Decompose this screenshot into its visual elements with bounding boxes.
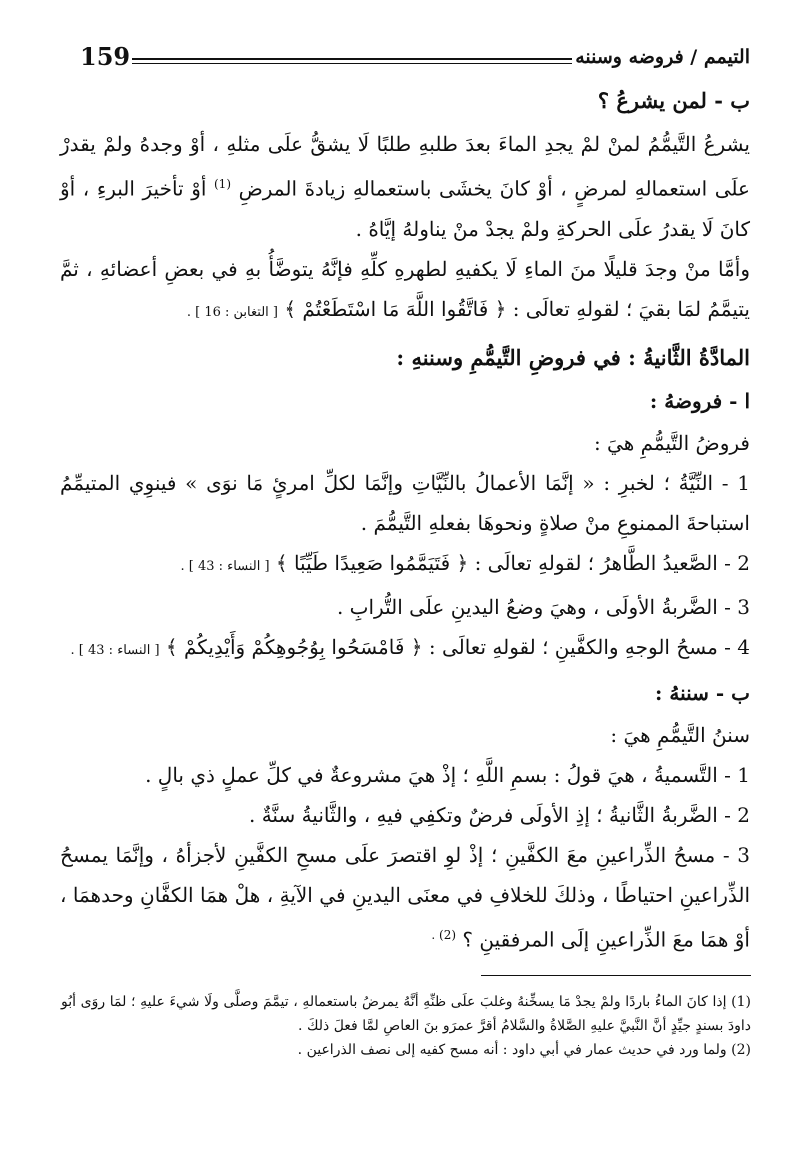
- running-title: التيمم / فروضه وسننه: [575, 46, 750, 68]
- footnote-1: (1) إذا كانَ الماءُ باردًا ولمْ يجدْ مَا يسخِّنهُ وغلبَ علَى ظنِّهِ أنَّهُ يمرضُ باستعمالهِ ، تيمَّمَ وصلَّى ولَا شيءَ عليهِ ؛ لمَا روَى أبُو داودَ بسندٍ جيِّدٍ أنَّ النَّبيَّ عليهِ الصَّلاةُ والسَّلامُ أقرَّ عمرَو بنَ العاصِ لمَّا فعلَ ذلكَ .: [61, 994, 751, 1034]
- topic-heading-fard-sunan: المادَّةُ الثَّانيةُ : في فروضِ التَّيمُّمِ وسننهِ :: [396, 344, 750, 370]
- list-item-text: 2 - الضَّربةُ الثَّانيةُ ؛ إذِ الأولَى فرضٌ وتكفِي فيهِ ، والثَّانيةُ سنَّةٌ .: [248, 802, 750, 827]
- list-item: [60, 627, 750, 671]
- quran-citation: [ النساء : 43 ] .: [180, 558, 270, 574]
- list-item-text: 3 - الضَّربةُ الأولَى ، وهيَ وضعُ اليدينِ علَى التُّرابِ .: [336, 594, 750, 619]
- list-item-text: 1 - التَّسميةُ ، هيَ قولُ : بسمِ اللَّهِ ؛ إذْ هيَ مشروعةٌ في كلِّ عملٍ ذي بالٍ .: [145, 762, 750, 787]
- paragraph-little-water: [60, 249, 750, 333]
- section-heading-who: ب - لمن يشرعُ ؟: [597, 88, 750, 113]
- list-item-text: 2 - الصَّعيدُ الطَّاهرُ ؛ لقولهِ تعالَى : ﴿ فَتَيَمَّمُوا صَعِيدًا طَيِّبًا ﴾: [275, 550, 750, 575]
- page-body: [60, 80, 750, 959]
- sunan-intro: سننُ التَّيمُّمِ هيَ :: [610, 722, 750, 747]
- paragraph-who-may: [60, 124, 750, 249]
- list-item: [60, 755, 750, 795]
- quran-citation: [ التغابن : 16 ] .: [186, 304, 278, 320]
- list-item: [60, 543, 750, 587]
- page: [60, 36, 750, 959]
- list-item: [60, 463, 750, 543]
- list-item: [60, 835, 750, 960]
- subheading-fard: ا - فروضهُ :: [649, 388, 750, 413]
- page-number: 159: [80, 42, 131, 71]
- header-rule: [132, 58, 572, 64]
- paragraph-text: وأمَّا منْ وجدَ قليلًا منَ الماءِ لَا يكفيهِ لطهرهِ كلِّهِ فإنَّهُ يتوضَّأُ بهِ في بعضِ أعضائهِ ، ثمَّ يتيمَّمُ لمَا بقيَ ؛ لقولهِ تعالَى : ﴿ فَاتَّقُوا اللَّهَ مَا اسْتَطَعْتُمْ ﴾: [60, 256, 750, 321]
- paragraph-text: يشرعُ التَّيمُّمُ لمنْ لمْ يجدِ الماءَ بعدَ طلبهِ طلبًا لَا يشقُّ علَى مثلهِ ، أوْ وجدهُ ولمْ يقدرْ علَى استعمالهِ لمرضٍ ، أوْ كانَ يخشَى باستعمالهِ زيادةَ المرضِ: [60, 132, 750, 201]
- footnote-divider: [481, 975, 751, 976]
- fard-intro: فروضُ التَّيمُّمِ هيَ :: [593, 430, 750, 455]
- footnotes: [61, 990, 751, 1062]
- list-item: [60, 587, 750, 627]
- footnote-2: (2) ولما ورد في حديث عمار في أبي داود : أنه مسح كفيه إلى نصف الذراعين .: [297, 1042, 751, 1058]
- quran-citation: [ النساء : 43 ] .: [70, 642, 160, 658]
- footnote-ref-1[interactable]: (1): [213, 177, 231, 191]
- list-item-text: 4 - مسحُ الوجهِ والكفَّينِ ؛ لقولهِ تعالَى : ﴿ فَامْسَحُوا بِوُجُوهِكُمْ وَأَيْدِيكُمْ ﴾: [165, 634, 750, 659]
- list-item-text: 3 - مسحُ الذِّراعينِ معَ الكفَّينِ ؛ إذْ لوِ اقتصرَ علَى مسحِ الكفَّينِ لأجزأهُ ، وإنَّمَا يمسحُ الذِّراعينِ احتياطًا ، وذلكَ للخلافِ في معنَى اليدينِ في الآيةِ ، هلْ همَا الكفَّانِ وحدهمَا ، أوْ همَا معَ الذِّراعينِ إلَى المرفقينِ ؟: [60, 842, 750, 952]
- list-item-text: 1 - النِّيَّةُ ؛ لخبرِ : « إنَّمَا الأعمالُ بالنِّيَّاتِ وإنَّمَا لكلِّ امرئٍ مَا نوَى » فينوِي المتيمِّمُ استباحةَ الممنوعِ منْ صلاةٍ ونحوهَا بفعلهِ التَّيمُّمَ .: [60, 470, 750, 535]
- footnote-ref-2[interactable]: (2) .: [431, 927, 457, 942]
- subheading-sunan: ب - سننهُ :: [655, 680, 750, 705]
- paragraph-text-tail: أوْ تأخيرَ البرءِ ، أوْ كانَ لَا يقدرُ علَى الحركةِ ولمْ يجدْ منْ يناولهُ إيَّاهُ .: [60, 176, 750, 241]
- list-item: [60, 795, 750, 835]
- page-header: [60, 36, 750, 76]
